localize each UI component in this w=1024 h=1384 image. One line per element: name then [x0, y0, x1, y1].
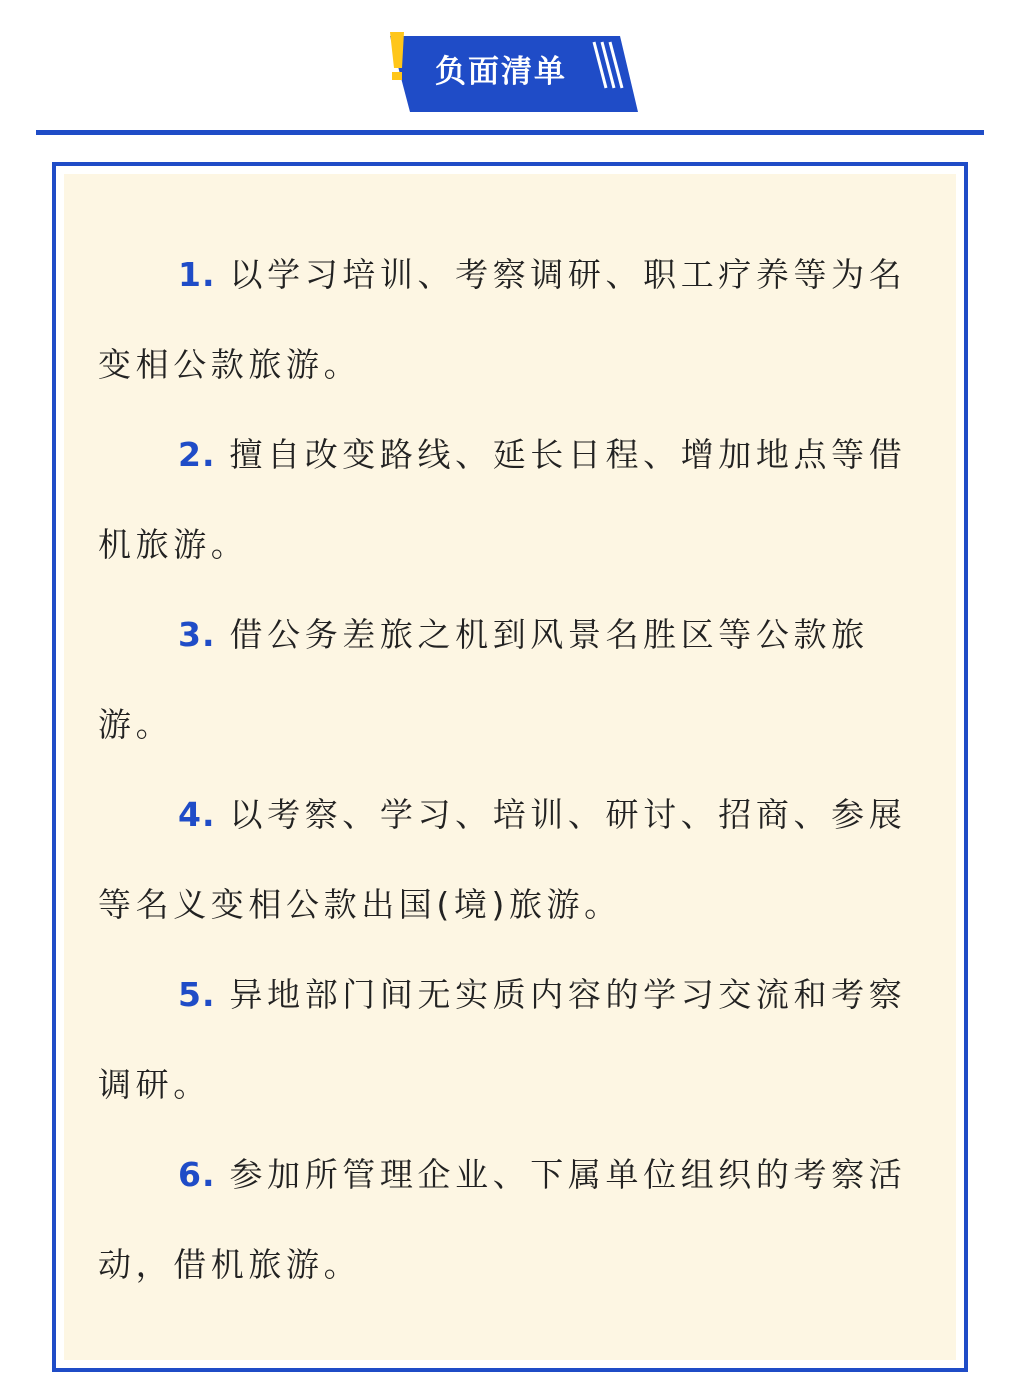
list-item-number: 1.: [178, 255, 216, 294]
list-item-text: 擅自改变路线、延长日程、增加地点等借机旅游。: [98, 435, 907, 564]
list-item: [98, 770, 918, 950]
list-item: [98, 1130, 918, 1310]
negative-list: [98, 230, 918, 1310]
page-title: 负面清单: [435, 54, 567, 90]
list-item-number: 4.: [178, 795, 216, 834]
list-item-number: 6.: [178, 1155, 216, 1194]
list-item-text: 以学习培训、考察调研、职工疗养等为名变相公款旅游。: [98, 255, 907, 384]
list-item-text: 借公务差旅之机到风景名胜区等公款旅游。: [98, 615, 869, 744]
list-item-text: 参加所管理企业、下属单位组织的考察活动，借机旅游。: [98, 1155, 907, 1284]
list-item: [98, 950, 918, 1130]
list-item: [98, 230, 918, 410]
list-item-number: 2.: [178, 435, 216, 474]
list-item-number: 3.: [178, 615, 216, 654]
list-item-text: 异地部门间无实质内容的学习交流和考察调研。: [98, 975, 907, 1104]
exclamation-icon: [390, 32, 404, 80]
list-item: [98, 590, 918, 770]
list-item-text: 以考察、学习、培训、研讨、招商、参展等名义变相公款出国(境)旅游。: [98, 795, 907, 924]
list-item: [98, 410, 918, 590]
list-item-number: 5.: [178, 975, 216, 1014]
header-divider: [36, 130, 984, 135]
header-banner: [382, 32, 644, 114]
